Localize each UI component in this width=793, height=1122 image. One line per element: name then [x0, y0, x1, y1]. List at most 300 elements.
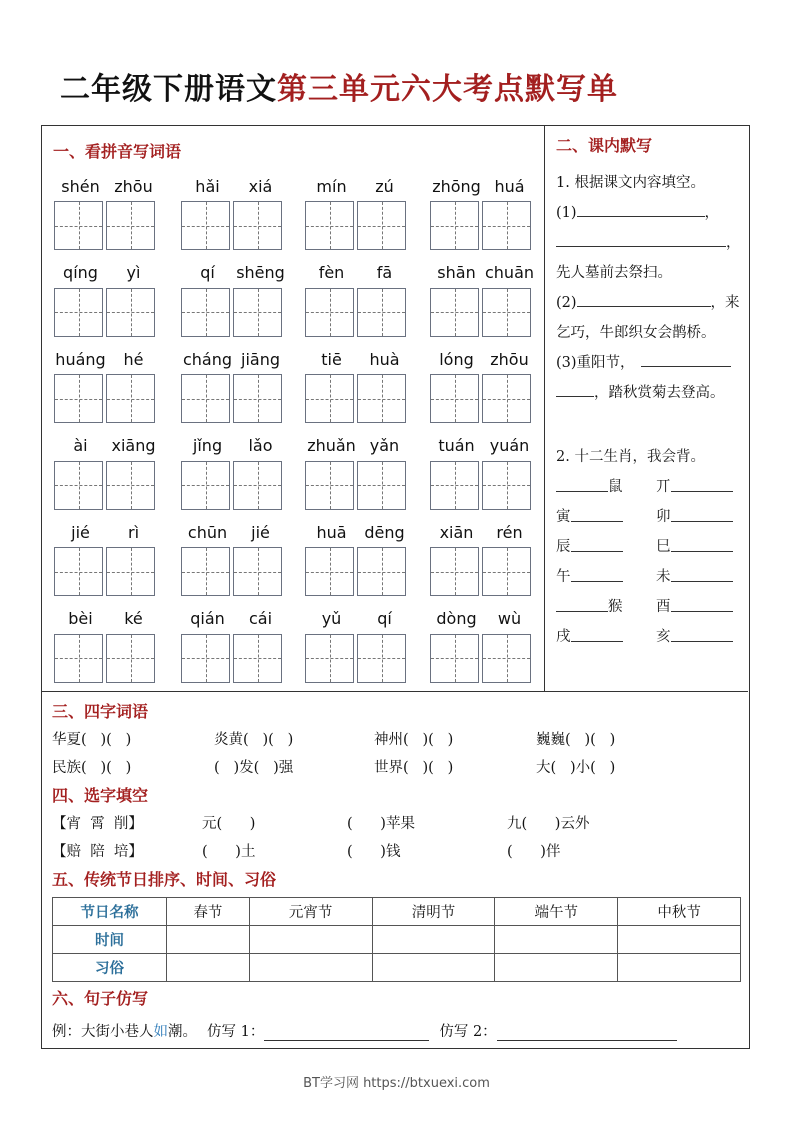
tianzige-box[interactable] — [482, 634, 531, 683]
imitation-row — [52, 1017, 742, 1047]
page-title-unit: 第三单元六大考点默写单 — [277, 72, 618, 107]
zodiac-blank[interactable] — [671, 628, 733, 642]
pinyin-syllable: ài — [73, 436, 88, 455]
tianzige-box[interactable] — [106, 288, 155, 337]
section-title-recitation: 二、课内默写 — [556, 136, 653, 155]
pinyin-labels — [54, 344, 160, 374]
pinyin-syllable: dòng — [436, 609, 477, 628]
pinyin-labels — [54, 258, 160, 288]
tianzige-boxes — [305, 288, 411, 337]
pinyin-syllable: zhuǎn — [307, 436, 356, 455]
tianzige-box[interactable] — [305, 547, 354, 596]
pinyin-syllable: huá — [494, 176, 525, 196]
answer-blank[interactable] — [641, 349, 731, 367]
tianzige-boxes — [305, 547, 411, 596]
imitate-1-label: 仿写 1： — [207, 1024, 265, 1040]
pinyin-syllable: zú — [375, 176, 394, 196]
zodiac-blank[interactable] — [671, 598, 733, 612]
tianzige-box[interactable] — [181, 634, 230, 683]
pinyin-labels — [54, 171, 160, 201]
pinyin-syllable: rén — [496, 522, 523, 542]
zodiac-cell — [556, 562, 656, 592]
zodiac-branch: 辰 — [556, 539, 571, 555]
zodiac-rows — [556, 472, 746, 652]
festival-name: 端午节 — [495, 898, 618, 926]
tianzige-box[interactable] — [181, 201, 230, 250]
tianzige-box[interactable] — [305, 201, 354, 250]
pinyin-syllable: ké — [124, 609, 143, 628]
tianzige-box[interactable] — [482, 461, 531, 510]
pinyin-syllable: shān — [437, 263, 476, 282]
section-title-imitation: 六、句子仿写 — [52, 989, 149, 1008]
zodiac-branch: 丌 — [656, 479, 671, 495]
pinyin-syllable: yuán — [489, 436, 530, 455]
fill-item[interactable]: ( )苹果 — [347, 816, 415, 832]
pinyin-grid — [42, 171, 545, 690]
tianzige-box[interactable] — [482, 288, 531, 337]
zodiac-cell — [656, 502, 746, 532]
pinyin-syllable: cháng — [182, 349, 233, 369]
pinyin-syllable: zhōu — [490, 349, 529, 369]
pinyin-labels — [305, 344, 411, 374]
tianzige-boxes — [430, 201, 536, 250]
tianzige-box[interactable] — [106, 547, 155, 596]
pinyin-syllable: xiá — [248, 176, 273, 196]
tianzige-boxes — [54, 547, 160, 596]
tianzige-boxes — [181, 201, 287, 250]
pinyin-labels — [305, 171, 411, 201]
pinyin-syllable: fèn — [318, 263, 345, 282]
idiom-item[interactable]: 神州( )( ) — [374, 732, 454, 748]
worksheet-frame — [41, 125, 750, 1049]
punctuation: ， — [704, 205, 720, 221]
page-title — [60, 70, 618, 110]
idiom-item[interactable]: ( )发( )强 — [214, 760, 294, 776]
tianzige-box[interactable] — [106, 634, 155, 683]
top-area — [42, 126, 748, 692]
idiom-row-2 — [52, 754, 742, 782]
pinyin-labels — [181, 517, 287, 547]
recitation-section — [546, 126, 748, 691]
example-suffix: 潮。 — [168, 1024, 197, 1040]
pinyin-word — [181, 431, 287, 510]
tianzige-box[interactable] — [233, 201, 282, 250]
table-header-row — [53, 898, 741, 926]
pinyin-word — [430, 258, 536, 337]
pinyin-labels — [54, 517, 160, 547]
pinyin-syllable: jǐng — [192, 436, 223, 455]
text: ，来 — [710, 295, 740, 311]
tianzige-boxes — [181, 288, 287, 337]
tianzige-boxes — [430, 547, 536, 596]
pinyin-row — [42, 517, 545, 604]
zodiac-cell — [556, 532, 656, 562]
pinyin-labels — [181, 258, 287, 288]
tianzige-box[interactable] — [106, 201, 155, 250]
tianzige-boxes — [181, 461, 287, 510]
tianzige-box[interactable] — [357, 201, 406, 250]
tianzige-box[interactable] — [305, 374, 354, 423]
section-title-pinyin: 一、看拼音写词语 — [53, 142, 182, 161]
pinyin-word — [54, 604, 160, 683]
tianzige-box[interactable] — [181, 547, 230, 596]
answer-cell[interactable] — [618, 954, 741, 982]
zodiac-question — [556, 442, 746, 652]
tianzige-boxes — [430, 461, 536, 510]
pinyin-syllable: chuān — [484, 263, 535, 282]
tianzige-box[interactable] — [54, 461, 103, 510]
tianzige-box[interactable] — [106, 461, 155, 510]
pinyin-syllable: shēng — [236, 263, 285, 282]
tianzige-box[interactable] — [357, 288, 406, 337]
pinyin-word — [305, 258, 411, 337]
tianzige-box[interactable] — [233, 461, 282, 510]
pinyin-word — [430, 517, 536, 596]
pinyin-labels — [430, 604, 536, 634]
tianzige-box[interactable] — [357, 461, 406, 510]
answer-cell[interactable] — [495, 954, 618, 982]
idiom-item[interactable]: 民族( )( ) — [52, 760, 132, 776]
pinyin-word — [430, 431, 536, 510]
pinyin-word — [305, 431, 411, 510]
imitate-2-blank[interactable] — [497, 1023, 677, 1041]
pinyin-syllable: qíng — [63, 263, 98, 282]
zodiac-branch: 寅 — [556, 509, 571, 525]
pinyin-labels — [430, 171, 536, 201]
zodiac-blank[interactable] — [571, 508, 623, 522]
answer-cell[interactable] — [495, 926, 618, 954]
tianzige-box[interactable] — [181, 374, 230, 423]
fill-item[interactable]: ( )伴 — [507, 844, 561, 860]
zodiac-row — [556, 472, 746, 502]
answer-cell[interactable] — [167, 954, 250, 982]
fill-line-6 — [556, 348, 746, 378]
tianzige-boxes — [305, 634, 411, 683]
text-line-3: 先人墓前去祭扫。 — [556, 265, 672, 281]
tianzige-box[interactable] — [430, 547, 479, 596]
tianzige-box[interactable] — [430, 634, 479, 683]
zodiac-branch: 巳 — [656, 539, 671, 555]
pinyin-word — [430, 344, 536, 423]
answer-cell[interactable] — [249, 954, 372, 982]
lower-sections — [52, 698, 742, 1047]
zodiac-row — [556, 532, 746, 562]
tianzige-box[interactable] — [233, 288, 282, 337]
tianzige-boxes — [430, 288, 536, 337]
pinyin-word — [54, 171, 160, 250]
zodiac-cell — [556, 592, 656, 622]
pinyin-syllable: huà — [369, 349, 400, 369]
pinyin-syllable: dēng — [364, 522, 405, 542]
pinyin-labels — [181, 604, 287, 634]
zodiac-blank[interactable] — [671, 508, 733, 522]
section-title-choose-char: 四、选字填空 — [52, 786, 149, 805]
pinyin-word — [430, 171, 536, 250]
pinyin-word — [305, 171, 411, 250]
zodiac-row — [556, 502, 746, 532]
pinyin-syllable: chūn — [187, 522, 228, 542]
pinyin-syllable: qí — [377, 609, 392, 628]
pinyin-row — [42, 604, 545, 691]
zodiac-cell — [656, 562, 746, 592]
pinyin-syllable: bèi — [68, 609, 93, 628]
zodiac-cell — [556, 472, 656, 502]
zodiac-branch: 午 — [556, 569, 571, 585]
idiom-item[interactable]: 大( )小( ) — [536, 760, 616, 776]
tianzige-box[interactable] — [430, 288, 479, 337]
zodiac-blank[interactable] — [671, 478, 733, 492]
festival-name: 元宵节 — [249, 898, 372, 926]
tianzige-box[interactable] — [233, 547, 282, 596]
pinyin-labels — [54, 604, 160, 634]
pinyin-word — [305, 604, 411, 683]
zodiac-cell — [556, 622, 656, 652]
text: ，踏秋赏菊去登高。 — [594, 385, 725, 401]
pinyin-syllable: tuán — [438, 436, 475, 455]
pinyin-syllable: jié — [71, 522, 90, 542]
pinyin-row — [42, 431, 545, 518]
tianzige-box[interactable] — [430, 201, 479, 250]
item-text: (3)重阳节， — [556, 355, 635, 371]
pinyin-labels — [430, 517, 536, 547]
pinyin-word — [54, 431, 160, 510]
tianzige-box[interactable] — [233, 634, 282, 683]
pinyin-syllable: wù — [497, 609, 522, 628]
answer-blank[interactable] — [556, 379, 594, 397]
tianzige-boxes — [181, 547, 287, 596]
tianzige-boxes — [54, 288, 160, 337]
choose-row-2 — [52, 838, 742, 866]
zodiac-branch: 酉 — [656, 599, 671, 615]
pinyin-syllable: xiān — [439, 522, 474, 542]
table-header-label: 节日名称 — [53, 898, 167, 926]
festival-name: 中秋节 — [618, 898, 741, 926]
zodiac-cell — [656, 592, 746, 622]
fill-item[interactable]: 元( ) — [202, 816, 256, 832]
answer-cell[interactable] — [618, 926, 741, 954]
zodiac-animal: 鼠 — [608, 479, 623, 495]
pinyin-syllable: zhōng — [432, 176, 481, 196]
zodiac-branch: 卯 — [656, 509, 671, 525]
tianzige-boxes — [305, 201, 411, 250]
tianzige-box[interactable] — [430, 374, 479, 423]
answer-blank[interactable] — [556, 229, 726, 247]
tianzige-box[interactable] — [482, 201, 531, 250]
pinyin-syllable: lǎo — [248, 436, 273, 455]
tianzige-box[interactable] — [54, 201, 103, 250]
question-2: 2. 十二生肖，我会背。 — [556, 449, 705, 465]
pinyin-row — [42, 258, 545, 345]
pinyin-word — [305, 517, 411, 596]
tianzige-box[interactable] — [482, 547, 531, 596]
pinyin-syllable: qí — [200, 263, 215, 282]
pinyin-word — [181, 171, 287, 250]
pinyin-labels — [305, 258, 411, 288]
answer-cell[interactable] — [372, 926, 495, 954]
row-label-time: 时间 — [53, 926, 167, 954]
fill-item[interactable]: ( )土 — [202, 844, 256, 860]
tianzige-boxes — [54, 461, 160, 510]
question-1: 1. 根据课文内容填空。 — [556, 175, 705, 191]
zodiac-blank[interactable] — [556, 598, 608, 612]
tianzige-box[interactable] — [181, 461, 230, 510]
tianzige-box[interactable] — [54, 374, 103, 423]
tianzige-box[interactable] — [181, 288, 230, 337]
tianzige-boxes — [54, 374, 160, 423]
tianzige-boxes — [305, 374, 411, 423]
tianzige-boxes — [305, 461, 411, 510]
footer-watermark: BT学习网 https://btxuexi.com — [303, 1076, 490, 1091]
festival-table — [52, 897, 741, 982]
pinyin-word — [181, 344, 287, 423]
zodiac-row — [556, 592, 746, 622]
tianzige-boxes — [430, 634, 536, 683]
item-number: (1) — [556, 205, 577, 221]
pinyin-syllable: shén — [61, 176, 100, 196]
pinyin-word — [54, 258, 160, 337]
zodiac-cell — [556, 502, 656, 532]
idiom-item[interactable]: 巍巍( )( ) — [536, 732, 616, 748]
pinyin-syllable: jié — [251, 522, 270, 542]
zodiac-blank[interactable] — [556, 478, 608, 492]
punctuation: ， — [726, 235, 741, 251]
zodiac-branch: 亥 — [656, 629, 671, 645]
pinyin-word — [181, 604, 287, 683]
pinyin-word — [181, 258, 287, 337]
tianzige-box[interactable] — [106, 374, 155, 423]
idiom-row-1 — [52, 726, 742, 754]
pinyin-syllable: rì — [127, 522, 140, 542]
pinyin-labels — [305, 431, 411, 461]
tianzige-boxes — [181, 374, 287, 423]
tianzige-box[interactable] — [305, 461, 354, 510]
tianzige-box[interactable] — [233, 374, 282, 423]
pinyin-labels — [430, 344, 536, 374]
pinyin-labels — [430, 431, 536, 461]
festival-name: 清明节 — [372, 898, 495, 926]
fill-line-7 — [556, 378, 746, 408]
pinyin-syllable: hé — [123, 349, 144, 369]
fill-line-2 — [556, 228, 746, 258]
zodiac-row — [556, 562, 746, 592]
pinyin-syllable: lóng — [439, 349, 474, 369]
zodiac-cell — [656, 472, 746, 502]
pinyin-syllable: tiē — [321, 349, 342, 369]
tianzige-box[interactable] — [305, 634, 354, 683]
tianzige-boxes — [54, 201, 160, 250]
fill-line-4 — [556, 288, 746, 318]
pinyin-labels — [54, 431, 160, 461]
pinyin-word — [54, 517, 160, 596]
table-row-time — [53, 926, 741, 954]
pinyin-syllable: huáng — [55, 349, 106, 369]
section-title-idioms: 三、四字词语 — [52, 702, 149, 721]
tianzige-box[interactable] — [482, 374, 531, 423]
tianzige-box[interactable] — [357, 547, 406, 596]
choose-row-1 — [52, 810, 742, 838]
zodiac-blank[interactable] — [571, 538, 623, 552]
answer-cell[interactable] — [372, 954, 495, 982]
pinyin-section — [42, 126, 545, 691]
tianzige-box[interactable] — [357, 374, 406, 423]
table-row-custom — [53, 954, 741, 982]
zodiac-branch: 戌 — [556, 629, 571, 645]
zodiac-cell — [656, 532, 746, 562]
pinyin-word — [54, 344, 160, 423]
answer-cell[interactable] — [167, 926, 250, 954]
recitation-lines — [556, 168, 746, 408]
tianzige-box[interactable] — [54, 288, 103, 337]
zodiac-blank[interactable] — [571, 628, 623, 642]
page-title-grade: 二年级下册语文 — [60, 72, 277, 107]
pinyin-syllable: huā — [316, 522, 347, 542]
tianzige-box[interactable] — [357, 634, 406, 683]
answer-blank[interactable] — [577, 199, 705, 217]
zodiac-animal: 猴 — [608, 599, 623, 615]
zodiac-blank[interactable] — [571, 568, 623, 582]
char-options: 【宵 霄 削】 — [52, 816, 143, 832]
pinyin-labels — [181, 171, 287, 201]
pinyin-syllable: cái — [248, 609, 273, 628]
pinyin-row — [42, 344, 545, 431]
imitate-1-blank[interactable] — [264, 1023, 429, 1041]
pinyin-syllable: fā — [376, 263, 393, 282]
pinyin-syllable: yì — [126, 263, 141, 282]
pinyin-labels — [305, 604, 411, 634]
imitate-2-label: 仿写 2： — [439, 1024, 497, 1040]
tianzige-boxes — [181, 634, 287, 683]
example-prefix: 例：大街小巷人 — [52, 1024, 154, 1040]
section-title-festivals: 五、传统节日排序、时间、习俗 — [52, 870, 277, 889]
tianzige-box[interactable] — [305, 288, 354, 337]
pinyin-syllable: xiāng — [111, 436, 156, 455]
pinyin-syllable: qián — [190, 609, 225, 628]
pinyin-labels — [181, 344, 287, 374]
tianzige-box[interactable] — [54, 634, 103, 683]
tianzige-box[interactable] — [54, 547, 103, 596]
festival-name: 春节 — [167, 898, 250, 926]
answer-blank[interactable] — [577, 289, 711, 307]
item-number: (2) — [556, 295, 577, 311]
pinyin-syllable: yǎn — [369, 436, 400, 455]
pinyin-syllable: hǎi — [195, 176, 220, 196]
pinyin-labels — [305, 517, 411, 547]
answer-cell[interactable] — [249, 926, 372, 954]
idiom-item[interactable]: 炎黄( )( ) — [214, 732, 294, 748]
pinyin-row — [42, 171, 545, 258]
zodiac-blank[interactable] — [671, 568, 733, 582]
example-highlight: 如 — [153, 1024, 168, 1040]
zodiac-blank[interactable] — [671, 538, 733, 552]
pinyin-labels — [181, 431, 287, 461]
fill-line-1 — [556, 198, 746, 228]
idiom-item[interactable]: 世界( )( ) — [374, 760, 454, 776]
zodiac-row — [556, 622, 746, 652]
idiom-item[interactable]: 华夏( )( ) — [52, 732, 132, 748]
row-label-custom: 习俗 — [53, 954, 167, 982]
tianzige-boxes — [54, 634, 160, 683]
fill-item[interactable]: 九( )云外 — [507, 816, 590, 832]
pinyin-syllable: yǔ — [321, 609, 342, 628]
fill-item[interactable]: ( )钱 — [347, 844, 401, 860]
pinyin-word — [305, 344, 411, 423]
pinyin-syllable: mín — [316, 176, 347, 196]
zodiac-branch: 未 — [656, 569, 671, 585]
char-options: 【赔 陪 培】 — [52, 844, 143, 860]
tianzige-box[interactable] — [430, 461, 479, 510]
pinyin-word — [181, 517, 287, 596]
zodiac-cell — [656, 622, 746, 652]
